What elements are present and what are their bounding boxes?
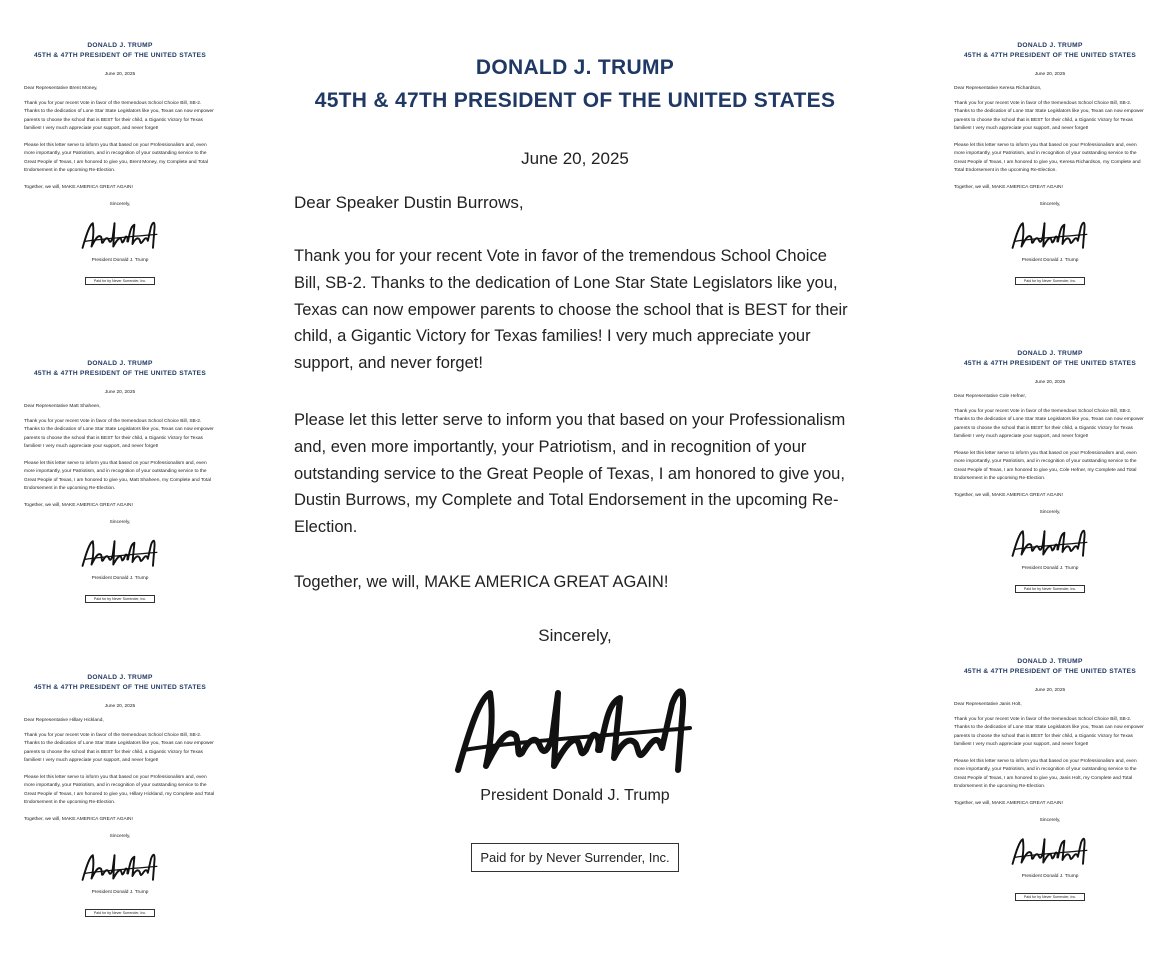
- signature-name: President Donald J. Trump: [91, 575, 149, 581]
- signature-name: President Donald J. Trump: [1021, 565, 1079, 571]
- signature: [954, 212, 1146, 252]
- signature-icon: [450, 658, 700, 783]
- letter-greeting: Dear Speaker Dustin Burrows,: [294, 193, 524, 212]
- closing-line: Together, we will, MAKE AMERICA GREAT AGAIN!: [24, 503, 133, 509]
- letter-paragraph: Please let this letter serve to inform you that based on your Professionalism and, even more importantly, your Patriotism, and in recognition of your outstanding service to the Great People of Texas, I am honored to give you, Hillary Hickland, my Complete and Total Endorsement in the upcoming Re-Election.: [24, 775, 215, 806]
- letter-date: June 20, 2025: [1034, 380, 1066, 385]
- letter-date: June 20, 2025: [521, 149, 629, 168]
- paid-for-box: Paid for by Never Surrender, Inc.: [471, 843, 679, 872]
- letter-keresa-richardson: [930, 18, 1160, 285]
- letterhead-title: 45TH & 47TH PRESIDENT OF THE UNITED STATES: [33, 52, 207, 59]
- letter-paragraph: Thank you for your recent Vote in favor of the tremendous School Choice Bill, SB-2. Thanks to the dedication of Lone Star State Legislators like you, Texas can now empower parents to choose the school that is BEST for their child, a Gigantic Victory for Texas families! I very much appreciate your support, and never forget!: [294, 247, 848, 373]
- paid-for-box: Paid for by Never Surrender, Inc.: [1015, 893, 1085, 901]
- letter-paragraph: Thank you for your recent Vote in favor of the tremendous School Choice Bill, SB-2. Thanks to the dedication of Lone Star State Legislators like you, Texas can now empower parents to choose the school that is BEST for their child, a Gigantic Victory for Texas families! I very much appreciate your support, and never forget!: [24, 101, 214, 131]
- letterhead-name: DONALD J. TRUMP: [475, 56, 675, 79]
- signature-name: President Donald J. Trump: [91, 257, 149, 263]
- letter-paragraph: Please let this letter serve to inform you that based on your Professionalism and, even more importantly, your Patriotism, and in recognition of your outstanding service to the Great People of Texas, I am honored to give you, Matt Shaheen, my Complete and Total Endorsement in the upcoming Re-Election.: [24, 461, 212, 492]
- letterhead-title: 45TH & 47TH PRESIDENT OF THE UNITED STATES: [963, 360, 1137, 367]
- signature-icon: [78, 844, 162, 884]
- letter-paragraph: Please let this letter serve to inform you that based on your Professionalism and, even more importantly, your Patriotism, and in recognition of your outstanding service to the Great People of Texas, I am honored to give you, Brent Money, my Complete and Total Endorsement in the upcoming Re-Election.: [24, 143, 208, 174]
- signature: [954, 828, 1146, 868]
- letter-date: June 20, 2025: [1034, 72, 1066, 77]
- letter-date: June 20, 2025: [104, 72, 136, 77]
- signature: [24, 844, 216, 884]
- letterhead-name: DONALD J. TRUMP: [87, 674, 153, 681]
- sincerely: Sincerely,: [1039, 509, 1061, 515]
- closing-line: Together, we will, MAKE AMERICA GREAT AGAIN!: [954, 185, 1063, 191]
- signature-name: President Donald J. Trump: [480, 786, 670, 804]
- paid-for-box: Paid for by Never Surrender, Inc.: [85, 909, 155, 917]
- letter-paragraph: Please let this letter serve to inform you that based on your Professionalism and, even more importantly, your Patriotism, and in recognition of your outstanding service to the Great People of Texas, I am honored to give you, Janis Holt, my Complete and Total Endorsement in the upcoming Re-Election.: [954, 759, 1137, 790]
- letter-paragraph: Thank you for your recent Vote in favor of the tremendous School Choice Bill, SB-2. Thanks to the dedication of Lone Star State Legislators like you, Texas can now empower parents to choose the school that is BEST for their child, a Gigantic Victory for Texas families! I very much appreciate your support, and never forget!: [24, 419, 214, 449]
- sincerely: Sincerely,: [1039, 817, 1061, 823]
- letterhead-title: 45TH & 47TH PRESIDENT OF THE UNITED STATES: [314, 89, 836, 112]
- letterhead-title: 45TH & 47TH PRESIDENT OF THE UNITED STATES: [33, 370, 207, 377]
- letter-paragraph: Thank you for your recent Vote in favor of the tremendous School Choice Bill, SB-2. Thanks to the dedication of Lone Star State Legislators like you, Texas can now empower parents to choose the school that is BEST for their child, a Gigantic Victory for Texas families! I very much appreciate your support, and never forget!: [24, 733, 214, 763]
- letter-dustin-burrows: [232, 0, 926, 968]
- closing-line: Together, we will, MAKE AMERICA GREAT AGAIN!: [24, 817, 133, 823]
- letterhead-name: DONALD J. TRUMP: [87, 42, 153, 49]
- signature-icon: [1008, 520, 1092, 560]
- letterhead-title: 45TH & 47TH PRESIDENT OF THE UNITED STATES: [33, 684, 207, 691]
- signature-icon: [1008, 828, 1092, 868]
- letter-hillary-hickland: [0, 650, 230, 917]
- signature: [24, 530, 216, 570]
- sincerely: Sincerely,: [109, 519, 131, 525]
- signature: [24, 212, 216, 252]
- closing-line: Together, we will, MAKE AMERICA GREAT AGAIN!: [954, 801, 1063, 807]
- letter-paragraph: Thank you for your recent Vote in favor of the tremendous School Choice Bill, SB-2. Thanks to the dedication of Lone Star State Legislators like you, Texas can now empower parents to choose the school that is BEST for their child, a Gigantic Victory for Texas families! I very much appreciate your support, and never forget!: [954, 409, 1144, 439]
- letter-matt-shaheen: [0, 336, 230, 603]
- letter-janis-holt: [930, 634, 1160, 901]
- letter-brent-money: [0, 18, 230, 285]
- letter-greeting: Dear Representative Matt Shaheen,: [24, 404, 101, 409]
- letter-greeting: Dear Representative Janis Holt,: [954, 702, 1022, 707]
- letter-paragraph: Thank you for your recent Vote in favor of the tremendous School Choice Bill, SB-2. Thanks to the dedication of Lone Star State Legislators like you, Texas can now empower parents to choose the school that is BEST for their child, a Gigantic Victory for Texas families! I very much appreciate your support, and never forget!: [954, 101, 1144, 131]
- letter-paragraph: Please let this letter serve to inform you that based on your Professionalism and, even more importantly, your Patriotism, and in recognition of your outstanding service to the Great People of Texas, I am honored to give you, Keresa Richardson, my Complete and Total Endorsement in the upcoming Re-Election.: [954, 143, 1141, 174]
- sincerely: Sincerely,: [1039, 201, 1061, 207]
- letter-paragraph: Please let this letter serve to inform you that based on your Professionalism and, even more importantly, your Patriotism, and in recognition of your outstanding service to the Great People of Texas, I am honored to give you, Dustin Burrows, my Complete and Total Endorsement in the upcoming Re-Election.: [294, 410, 846, 537]
- letter-date: June 20, 2025: [1034, 688, 1066, 693]
- paid-for-box: Paid for by Never Surrender, Inc.: [1015, 585, 1085, 593]
- closing-line: Together, we will, MAKE AMERICA GREAT AGAIN!: [294, 572, 669, 591]
- letterhead-name: DONALD J. TRUMP: [1017, 42, 1083, 49]
- letterhead-name: DONALD J. TRUMP: [1017, 350, 1083, 357]
- paid-for-box: Paid for by Never Surrender, Inc.: [1015, 277, 1085, 285]
- sincerely: Sincerely,: [109, 833, 131, 839]
- sincerely: Sincerely,: [109, 201, 131, 207]
- letter-cole-hefner: [930, 326, 1160, 593]
- closing-line: Together, we will, MAKE AMERICA GREAT AGAIN!: [954, 493, 1063, 499]
- signature-name: President Donald J. Trump: [91, 889, 149, 895]
- letter-greeting: Dear Representative Hillary Hickland,: [24, 718, 104, 723]
- letterhead-title: 45TH & 47TH PRESIDENT OF THE UNITED STATES: [963, 668, 1137, 675]
- letter-date: June 20, 2025: [104, 390, 136, 395]
- paid-for-box: Paid for by Never Surrender, Inc.: [85, 277, 155, 285]
- paid-for-box: Paid for by Never Surrender, Inc.: [85, 595, 155, 603]
- letter-greeting: Dear Representative Cole Hefner,: [954, 394, 1026, 399]
- signature-name: President Donald J. Trump: [1021, 257, 1079, 263]
- sincerely: Sincerely,: [538, 625, 612, 645]
- letterhead-title: 45TH & 47TH PRESIDENT OF THE UNITED STATES: [963, 52, 1137, 59]
- signature-icon: [1008, 212, 1092, 252]
- signature-name: President Donald J. Trump: [1021, 873, 1079, 879]
- letter-greeting: Dear Representative Keresa Richardson,: [954, 86, 1042, 91]
- signature-icon: [78, 212, 162, 252]
- letter-greeting: Dear Representative Brent Money,: [24, 86, 98, 91]
- letterhead-name: DONALD J. TRUMP: [87, 360, 153, 367]
- closing-line: Together, we will, MAKE AMERICA GREAT AGAIN!: [24, 185, 133, 191]
- signature: [954, 520, 1146, 560]
- letterhead-name: DONALD J. TRUMP: [1017, 658, 1083, 665]
- letter-date: June 20, 2025: [104, 704, 136, 709]
- letter-paragraph: Please let this letter serve to inform you that based on your Professionalism and, even more importantly, your Patriotism, and in recognition of your outstanding service to the Great People of Texas, I am honored to give you, Cole Hefner, my Complete and Total Endorsement in the upcoming Re-Election.: [954, 451, 1137, 482]
- signature: [294, 658, 856, 783]
- letter-paragraph: Thank you for your recent Vote in favor of the tremendous School Choice Bill, SB-2. Thanks to the dedication of Lone Star State Legislators like you, Texas can now empower parents to choose the school that is BEST for their child, a Gigantic Victory for Texas families! I very much appreciate your support, and never forget!: [954, 717, 1144, 747]
- signature-icon: [78, 530, 162, 570]
